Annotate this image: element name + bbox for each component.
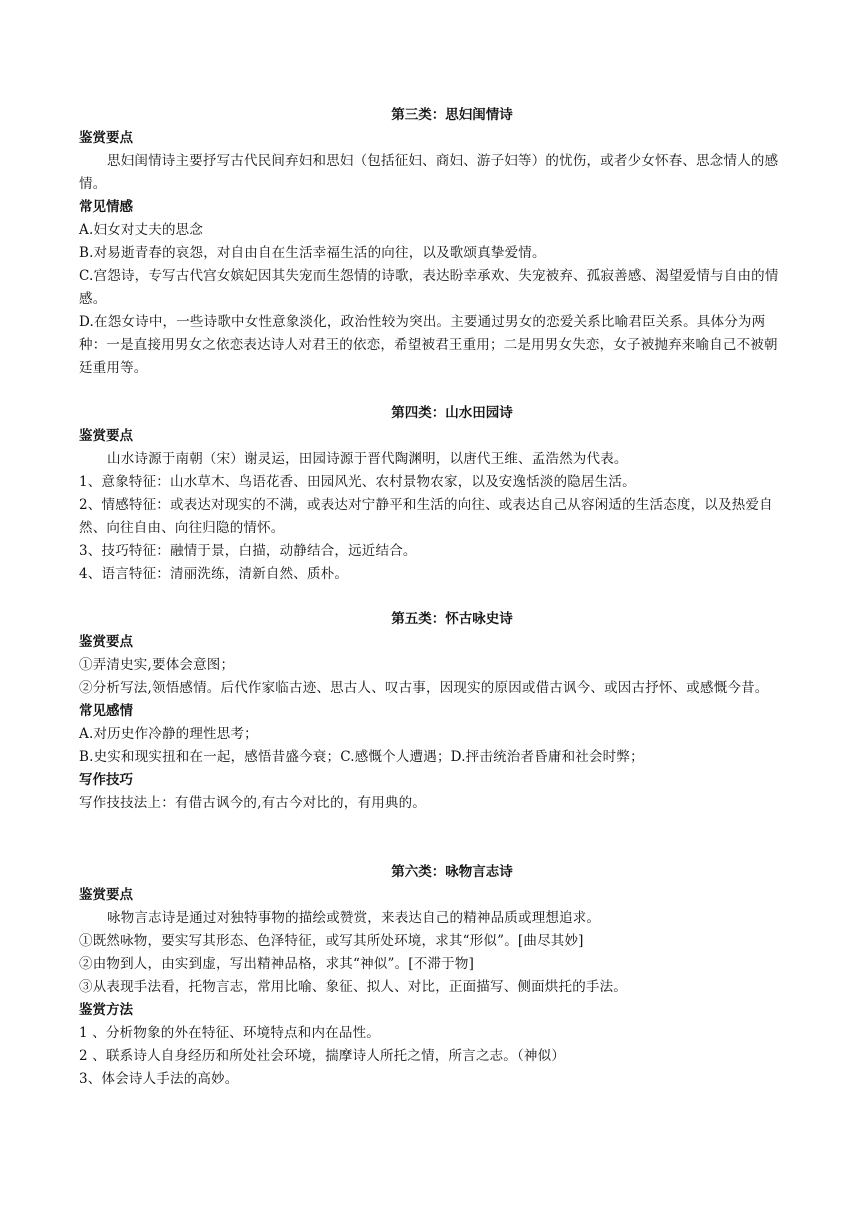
section-title: 第五类：怀古咏史诗: [391, 611, 513, 627]
section-6: [79, 860, 785, 1091]
section-heading: 常见感情: [79, 703, 133, 719]
list-item: B.对易逝青春的哀怨，对自由自在生活幸福生活的向往，以及歌颂真挚爱情。: [79, 245, 546, 261]
list-item: ②分析写法,领悟感情。后代作家临古迹、思古人、叹古事，因现实的原因或借古讽今、或因古抒怀、或感慨今昔。: [79, 680, 769, 696]
paragraph: 咏物言志诗是通过对独特事物的描绘或赞赏，来表达自己的精神品质或理想追求。: [107, 910, 601, 926]
section-heading: 常见情感: [79, 199, 133, 215]
section-3: [79, 103, 785, 380]
paragraph: 山水诗源于南朝（宋）谢灵运，田园诗源于晋代陶渊明，以唐代王维、孟浩然为代表。: [107, 451, 628, 467]
section-heading: 鉴赏要点: [79, 428, 133, 444]
section-4: [79, 401, 785, 586]
list-item: 2、情感特征：或表达对现实的不满，或表达对宁静平和生活的向往、或表达自己从容闲适的生活态度，以及热爱自然、向往自由、向往归隐的情怀。: [79, 497, 773, 536]
list-item: D.在怨女诗中，一些诗歌中女性意象淡化，政治性较为突出。主要通过男女的恋爱关系比喻君臣关系。具体分为两种：一是直接用男女之依恋表达诗人对君王的依恋，希望被君王重用；二是用男女失恋，女子被抛弃来喻自己不被朝廷重用等。: [79, 314, 778, 376]
list-item: 3、体会诗人手法的高妙。: [79, 1071, 239, 1087]
section-title: 第六类：咏物言志诗: [391, 864, 513, 880]
list-item: B.史实和现实扭和在一起，感悟昔盛今衰；C.感慨个人遭遇；D.抨击统治者昏庸和社会时弊；: [79, 749, 644, 765]
list-item: ③从表现手法看，托物言志，常用比喻、象征、拟人、对比，正面描写、侧面烘托的手法。: [79, 979, 627, 995]
list-item: 1、意象特征：山水草木、鸟语花香、田园风光、农村景物农家，以及安逸恬淡的隐居生活。: [79, 474, 636, 490]
list-item: 3、技巧特征：融情于景，白描，动静结合，远近结合。: [79, 543, 417, 559]
list-item: 4、语言特征：清丽洗练，清新自然、质朴。: [79, 566, 349, 582]
section-heading: 鉴赏要点: [79, 130, 133, 146]
paragraph: 思妇闺情诗主要抒写古代民间弃妇和思妇（包括征妇、商妇、游子妇等）的忧伤，或者少女怀春、思念情人的感情。: [79, 153, 779, 192]
list-item: ①既然咏物，要实写其形态、色泽特征，或写其所处环境，求其“形似”。[曲尽其妙]: [79, 933, 584, 949]
section-5: [79, 607, 785, 815]
list-item: A.妇女对丈夫的思念: [79, 222, 204, 238]
list-item: ①弄清史实,要体会意图；: [79, 657, 235, 673]
list-item: ②由物到人，由实到虚，写出精神品格，求其“神似”。[不滞于物]: [79, 956, 475, 972]
list-item: C.宫怨诗，专写古代宫女嫔妃因其失宠而生怨情的诗歌，表达盼幸承欢、失宠被弃、孤寂善感、渴望爱情与自由的情感。: [79, 268, 779, 307]
list-item: 2 、联系诗人自身经历和所处社会环境，揣摩诗人所托之情，所言之志。（神似）: [79, 1048, 566, 1064]
list-item: A.对历史作冷静的理性思考；: [79, 726, 258, 742]
section-title: 第三类：思妇闺情诗: [391, 107, 513, 123]
section-title: 第四类：山水田园诗: [391, 405, 513, 421]
section-heading: 写作技巧: [79, 772, 133, 788]
section-heading: 鉴赏要点: [79, 634, 133, 650]
list-item: 1 、分析物象的外在特征、环境特点和内在品性。: [79, 1025, 380, 1041]
paragraph: 写作技技法上：有借古讽今的,有古今对比的，有用典的。: [79, 795, 426, 811]
section-heading: 鉴赏要点: [79, 887, 133, 903]
section-heading: 鉴赏方法: [79, 1002, 133, 1018]
